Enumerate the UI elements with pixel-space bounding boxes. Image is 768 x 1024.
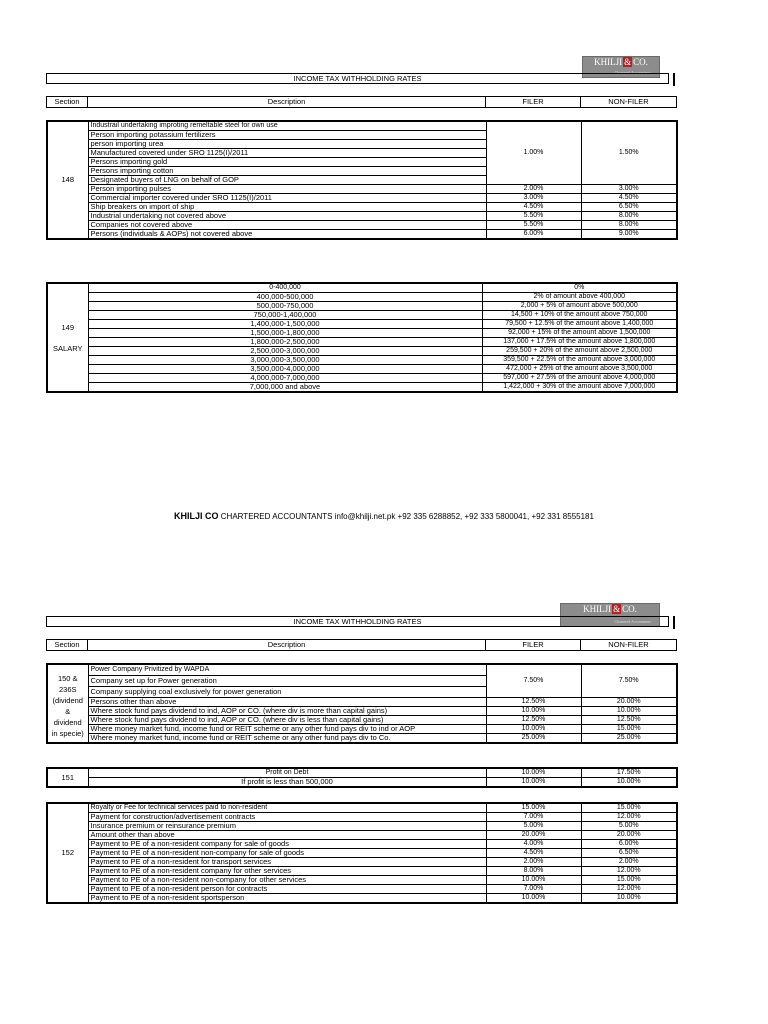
description-cell: Persons importing gold xyxy=(88,158,486,167)
table-row: Companies not covered above 5.50% 8.00% xyxy=(47,221,677,230)
footer-contact: CHARTERED ACCOUNTANTS info@khilji.net.pk +92 335 6288852, +92 333 5800041, +92 331 8555181 xyxy=(220,512,594,521)
table-row: 3,500,000-4,000,000 472,000 + 25% of the amount above 3,500,000 xyxy=(47,365,677,374)
table-row: Person importing pulses 2.00% 3.00% xyxy=(47,185,677,194)
table-row: Payment to PE of a non-resident non-company for sale of goods 4.50% 6.50% xyxy=(47,849,677,858)
table-row: Where money market fund, income fund or REIT scheme or any other fund pays div to ind or AOP 10.00% 15.00% xyxy=(47,725,677,734)
table-row: Payment for construction/advertisement contracts 7.00% 12.00% xyxy=(47,813,677,822)
section-151-table: 151 Profit on Debt 10.00% 17.50% If profit is less than 500,000 10.00% 10.00% xyxy=(46,767,678,788)
column-header xyxy=(46,96,677,108)
description-cell: Person importing potassium fertilizers xyxy=(88,131,486,140)
description-cell: Persons importing cotton xyxy=(88,167,486,176)
section-header: Section xyxy=(47,97,88,108)
table-row: 7,000,000 and above 1,422,000 + 30% of the amount above 7,000,000 xyxy=(47,383,677,393)
table-row: Insurance premium or reinsurance premium 5.00% 5.00% xyxy=(47,822,677,831)
table-row: 3,000,000-3,500,000 359,500 + 22.5% of the amount above 3,000,000 xyxy=(47,356,677,365)
nonfiler-rate: 1.50% xyxy=(581,121,677,185)
section-148-table xyxy=(46,120,678,240)
section-152-table: 152 Royalty or Fee for technical services paid to non-resident 15.00% 15.00% Payment for construction/advertisement contracts 7.00% 12.00% Insurance premium or reinsurance premium 5.00% 5.00% Amount other than above 20.00% 20.00% Payment to PE of a non-resident company for sale of goods 4.00% 6.00% Payment to PE of a non-resident non-company for sale of goods 4.50% 6.50% Payment to PE of a non-resident for transport services 2.00% 2.00% Payment to PE of a non-resident company for other services 8.00% 12.00% Payment to PE of a non-resident non-company for other services 10.00% 15.00% Payment to PE of a non-resident person for contracts 7.00% 12.00% Payment to PE of a non-resident sportsperson 10.00% 10.00% xyxy=(46,802,678,904)
table-row: Payment to PE of a non-resident non-company for other services 10.00% 15.00% xyxy=(47,876,677,885)
table-row: Amount other than above 20.00% 20.00% xyxy=(47,831,677,840)
table-row: Industrial undertaking not covered above 5.50% 8.00% xyxy=(47,212,677,221)
table-row: 2,500,000-3,000,000 259,500 + 20% of the amount above 2,500,000 xyxy=(47,347,677,356)
title-marker xyxy=(673,616,675,629)
table-row: Where stock fund pays dividend to ind, AOP or CO. (where div is more than capital gains) 10.00% 10.00% xyxy=(47,707,677,716)
description-cell: Industrail undertaking improting remeltable steel for own use xyxy=(88,121,486,131)
table-row: 1,800,000-2,500,000 137,000 + 17.5% of the amount above 1,800,000 xyxy=(47,338,677,347)
section-149-label: 149 SALARY xyxy=(47,283,88,392)
description-cell: person importing urea xyxy=(88,140,486,149)
table-row: Ship breakers on import of ship 4.50% 6.50% xyxy=(47,203,677,212)
table-row: 1,500,000-1,800,000 92,000 + 15% of the amount above 1,500,000 xyxy=(47,329,677,338)
table-row: Payment to PE of a non-resident company for sale of goods 4.00% 6.00% xyxy=(47,840,677,849)
table-row: 750,000-1,400,000 14,500 + 10% of the amount above 750,000 xyxy=(47,311,677,320)
page-title: INCOME TAX WITHHOLDING RATES xyxy=(46,73,669,84)
description-header: Description xyxy=(88,97,486,108)
table-row: 400,000-500,000 2% of amount above 400,000 xyxy=(47,293,677,302)
table-row: Commercial importer covered under SRO 1125(I)/2011 3.00% 4.50% xyxy=(47,194,677,203)
table-row: Payment to PE of a non-resident person for contracts 7.00% 12.00% xyxy=(47,885,677,894)
column-header: Section Description FILER NON-FILER xyxy=(46,639,677,651)
section-150-table: 150 & 236S (dividend & dividend in specie) Power Company Privitized by WAPDA 7.50% 7.50% Company set up for Power generation Company supplying coal exclusively for power generation Persons other than above 12.50% 20.00% Where stock fund pays dividend to ind, AOP or CO. (where div is more than capital gains) 10.00% 10.00% Where stock fund pays dividend to ind, AOP or CO. (where div is less than capital gains) 12.50% 12.50% Where money market fund, income fund or REIT scheme or any other fund pays div to ind or AOP 10.00% 15.00% Where money market fund, income fund or REIT scheme or any other fund pays div to Co. 25.00% 25.00% xyxy=(46,663,678,744)
firm-logo: KHILJI & CO. Chartered Accountants xyxy=(560,603,660,627)
description-cell: Manufactured covered under SRO 1125(I)/2011 xyxy=(88,149,486,158)
table-row: 4,000,000-7,000,000 597,000 + 27.5% of the amount above 4,000,000 xyxy=(47,374,677,383)
table-row: Persons other than above 12.50% 20.00% xyxy=(47,698,677,707)
table-row: Payment to PE of a non-resident for transport services 2.00% 2.00% xyxy=(47,858,677,867)
page-title: INCOME TAX WITHHOLDING RATES xyxy=(46,616,669,627)
table-row: Where stock fund pays dividend to ind, AOP or CO. (where div is less than capital gains) 12.50% 12.50% xyxy=(47,716,677,725)
table-row: Persons (individuals & AOPs) not covered above 6.00% 9.00% xyxy=(47,230,677,240)
section-150-label: 150 & 236S (dividend & dividend in specie) xyxy=(47,664,88,743)
table-row: Payment to PE of a non-resident company for other services 8.00% 12.00% xyxy=(47,867,677,876)
section-152-label: 152 xyxy=(47,803,88,903)
table-row: 1,400,000-1,500,000 79,500 + 12.5% of the amount above 1,400,000 xyxy=(47,320,677,329)
firm-logo: KHILJI & CO. Chartered Accountants xyxy=(582,56,660,78)
filer-header: FILER xyxy=(486,97,581,108)
nonfiler-header: NON-FILER xyxy=(581,97,677,108)
table-row: Payment to PE of a non-resident sportsperson 10.00% 10.00% xyxy=(47,894,677,904)
description-cell: Designated buyers of LNG on behalf of GOP xyxy=(88,176,486,185)
table-row: If profit is less than 500,000 10.00% 10.00% xyxy=(47,778,677,788)
page-footer xyxy=(0,511,768,521)
table-row: Where money market fund, income fund or REIT scheme or any other fund pays div to Co. 25.00% 25.00% xyxy=(47,734,677,744)
section-148-label: 148 xyxy=(47,121,88,239)
title-marker xyxy=(673,73,675,86)
section-151-label: 151 xyxy=(47,768,88,787)
section-149-table: 149 SALARY 0-400,000 0% 400,000-500,000 2% of amount above 400,000 500,000-750,000 2,000 + 5% of amount above 500,000 750,000-1,400,000 14,500 + 10% of the amount above 750,000 1,400,000-1,500,000 79,500 + 12.5% of the amount above 1,400,000 1,500,000-1,800,000 92,000 + 15% of the amount above 1,500,000 1,800,000-2,500,000 137,000 + 17.5% of the amount above 1,800,000 2,500,000-3,000,000 259,500 + 20% of the amount above 2,500,000 3,000,000-3,500,000 359,500 + 22.5% of the amount above 3,000,000 3,500,000-4,000,000 472,000 + 25% of the amount above 3,500,000 4,000,000-7,000,000 597,000 + 27.5% of the amount above 4,000,000 7,000,000 and above 1,422,000 + 30% of the amount above 7,000,000 xyxy=(46,282,678,393)
footer-firm-name: KHILJI CO xyxy=(174,511,219,521)
filer-rate: 1.00% xyxy=(486,121,581,185)
table-row: 500,000-750,000 2,000 + 5% of amount above 500,000 xyxy=(47,302,677,311)
